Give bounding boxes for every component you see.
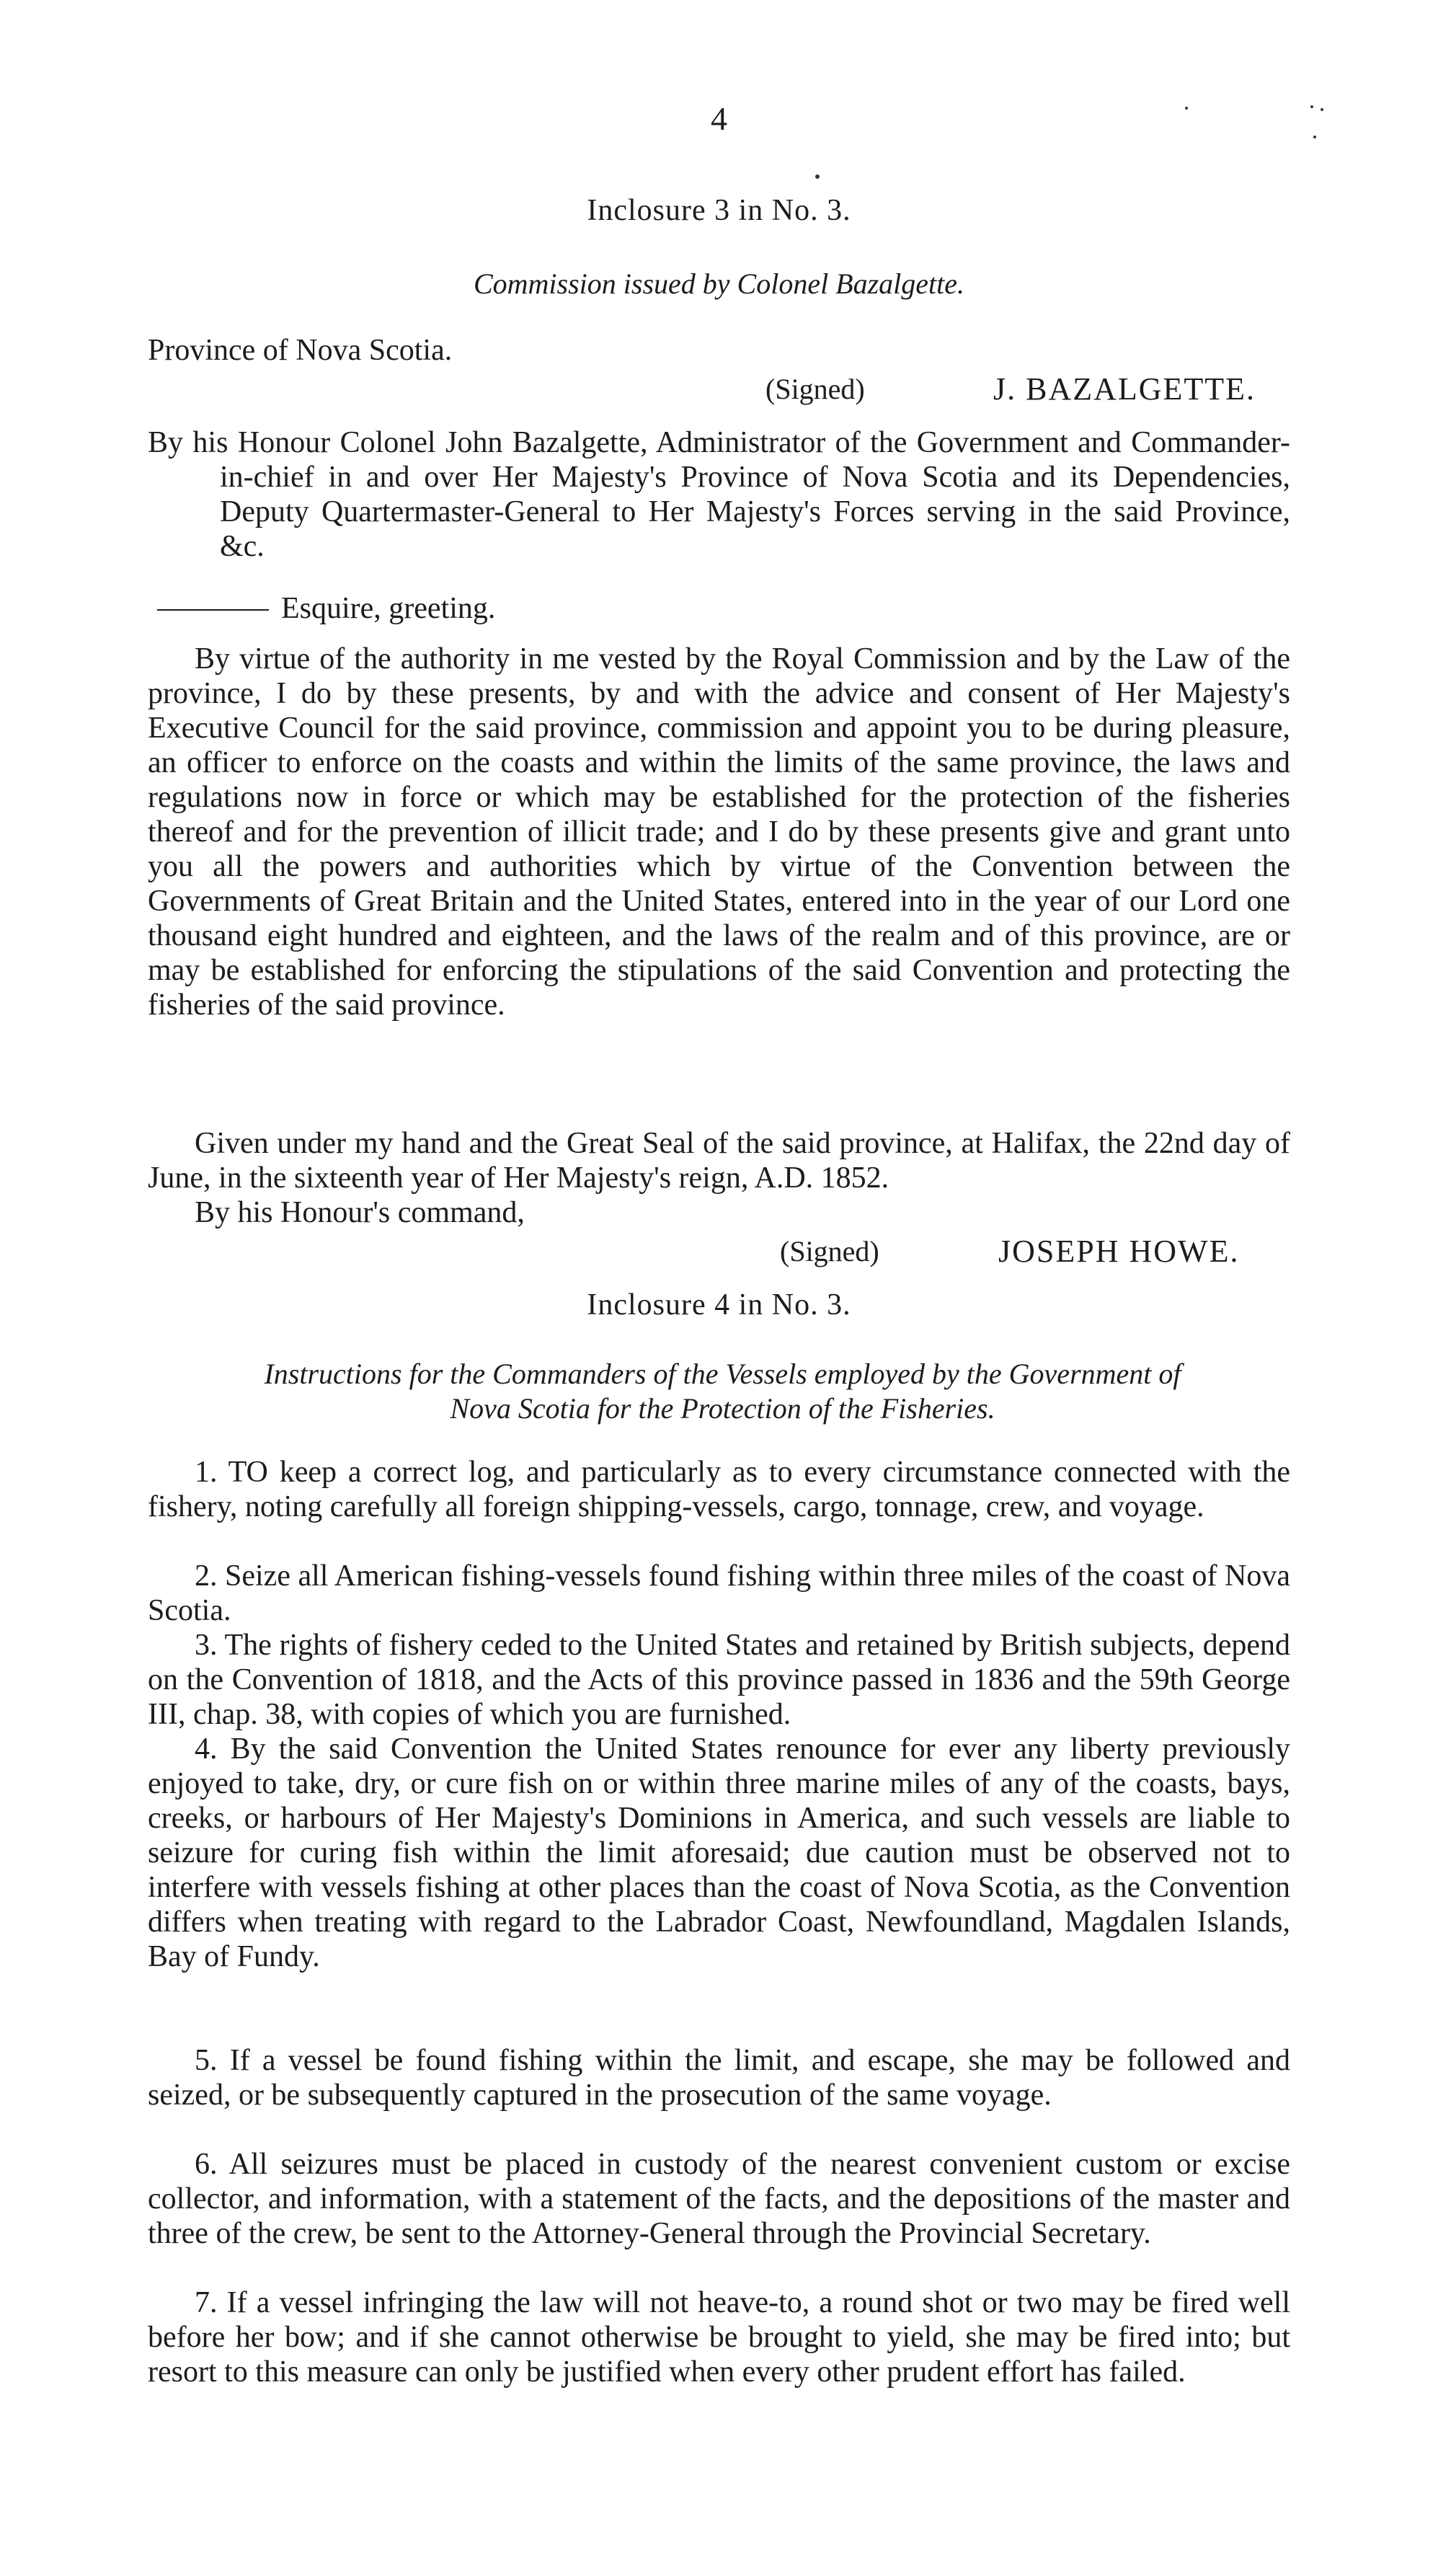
inclosure-4-heading: Inclosure 4 in No. 3. [587, 1288, 851, 1322]
signatory-name: J. BAZALGETTE. [993, 371, 1256, 407]
instruction-item-3: 3. The rights of fishery ceded to the United States and retained by British subjects, depend on the Convention of 1818, and the Acts of this province passed in 1836 and the 59th George III, chap. 38, with copies of which you are furnished. [148, 1629, 1290, 1731]
blank-name-rule [157, 609, 269, 611]
greeting: Esquire, greeting. [281, 592, 496, 625]
commission-intro: By his Honour Colonel John Bazalgette, Administrator of the Government and Commander-in-chief in and over Her Majesty's Province of Nova Scotia and its Dependencies, Deputy Quartermaster-General to Her Majesty's Forces serving in the said Province, &c. [148, 426, 1290, 563]
inclosure-4-title-line2: Nova Scotia for the Protection of the Fisheries. [450, 1392, 995, 1425]
commission-body: By virtue of the authority in me vested by the Royal Commission and by the Law of the province, I do by these presents, by and with the advice and consent of Her Majesty's Executive Council for the said province, commission and appoint you to be during pleasure, an officer to enforce on the coasts and within the limits of the same province, the laws and regulations now in force or which may be established for the protection of the fisheries thereof and for the prevention of illicit trade; and I do by these presents give and grant unto you all the powers and authorities which by virtue of the Convention between the Governments of Great Britain and the United States, entered into in the year of our Lord one thousand eight hundred and eighteen, and the laws of the realm and of this province, are or may be established for enforcing the stipulations of the said Convention and protecting the fisheries of the said province. [148, 642, 1290, 1022]
signed-label: (Signed) [780, 1235, 879, 1267]
command-line: By his Honour's command, [195, 1196, 525, 1229]
inclosure-4-title-line1: Instructions for the Commanders of the Vessels employed by the Government of [264, 1358, 1181, 1390]
signed-label: (Signed) [765, 373, 865, 405]
instruction-item-2: 2. Seize all American fishing-vessels found fishing within three miles of the coast of Nova Scotia. [148, 1559, 1290, 1627]
ink-speck [815, 174, 820, 179]
signatory-name: JOSEPH HOWE. [998, 1234, 1240, 1269]
page-number: 4 [711, 100, 727, 137]
inclosure-3-title: Commission issued by Colonel Bazalgette. [473, 267, 965, 300]
instruction-item-5: 5. If a vessel be found fishing within the limit, and escape, she may be followed and seized, or be subsequently captured in the prosecution of the same voyage. [148, 2044, 1290, 2112]
instruction-item-1: 1. TO keep a correct log, and particularly as to every circumstance connected with the fishery, noting carefully all foreign shipping-vessels, cargo, tonnage, crew, and voyage. [148, 1456, 1290, 1523]
instruction-item-4: 4. By the said Convention the United States renounce for ever any liberty previously enjoyed to take, dry, or cure fish on or within three marine miles of any of the coasts, bays, creeks, or harbours of Her Majesty's Dominions in America, and such vessels are liable to seizure for curing fish within the limit aforesaid; due caution must be observed not to interfere with vessels fishing at other places than the coast of Nova Scotia, as the Convention differs when treating with regard to the Labrador Coast, Newfoundland, Magdalen Islands, Bay of Fundy. [148, 1732, 1290, 1973]
given-clause: Given under my hand and the Great Seal of the said province, at Halifax, the 22nd day of June, in the sixteenth year of Her Majesty's reign, A.D. 1852. [148, 1127, 1290, 1195]
province-line: Province of Nova Scotia. [148, 334, 453, 367]
inclosure-3-heading: Inclosure 3 in No. 3. [587, 194, 851, 227]
instruction-item-6: 6. All seizures must be placed in custody of the nearest convenient custom or excise collector, and information, with a statement of the facts, and the depositions of the master and three of the crew, be sent to the Attorney-General through the Provincial Secretary. [148, 2148, 1290, 2250]
instruction-item-7: 7. If a vessel infringing the law will not heave-to, a round shot or two may be fired well before her bow; and if she cannot otherwise be brought to yield, she may be fired into; but resort to this measure can only be justified when every other prudent effort has failed. [148, 2286, 1290, 2389]
